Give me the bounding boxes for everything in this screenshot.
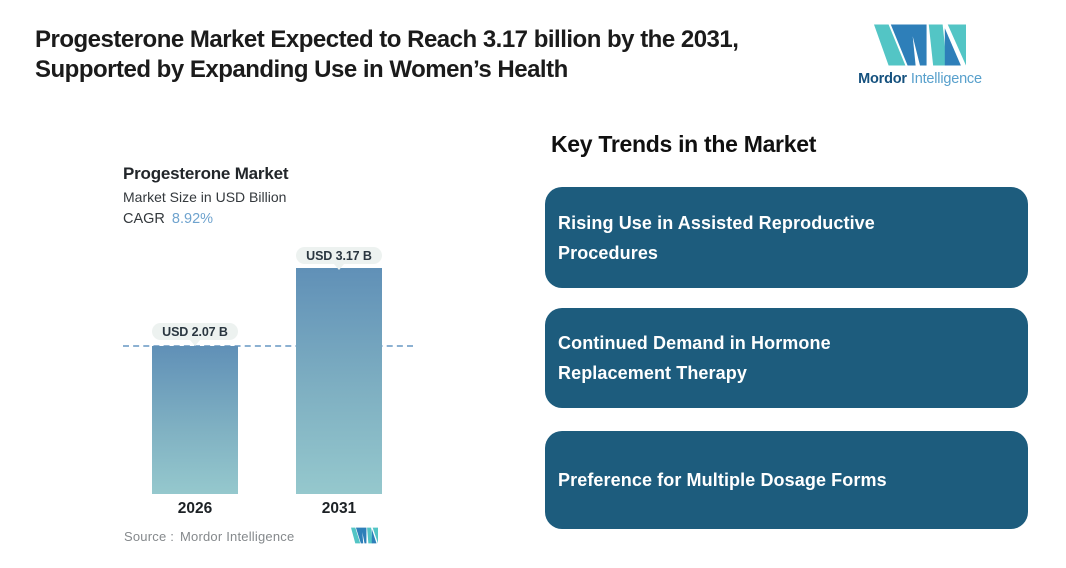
callout-pointer-icon <box>190 340 200 346</box>
source-row <box>124 529 294 544</box>
mordor-intelligence-logo-icon <box>874 22 966 68</box>
brand-wordmark <box>860 71 980 87</box>
trend-card-text: Replacement Therapy <box>558 363 747 383</box>
bar-2031 <box>296 268 382 494</box>
trend-card-text: Preference for Multiple Dosage Forms <box>558 470 887 490</box>
trend-card-3 <box>545 431 1028 529</box>
bar-2026 <box>152 346 238 494</box>
cagr-value: 8.92% <box>171 211 214 227</box>
cagr-row <box>123 211 213 227</box>
x-axis-label-2031: 2031 <box>321 500 357 517</box>
cagr-label: CAGR <box>123 211 165 227</box>
trend-card-text: Rising Use in Assisted Reproductive <box>558 212 875 233</box>
x-axis-label-2026: 2026 <box>177 500 213 517</box>
value-callout-2031: USD 3.17 B <box>296 247 382 264</box>
page-title-line1: Progesterone Market Expected to Reach 3.17 billion by the 2031, <box>35 26 739 53</box>
brand-name-light: Intelligence <box>910 71 982 87</box>
chart-subtitle: Market Size in USD Billion <box>123 189 287 205</box>
mordor-intelligence-small-logo-icon <box>351 527 378 544</box>
value-callout-2026: USD 2.07 B <box>152 323 238 340</box>
trend-card-1 <box>545 187 1028 288</box>
source-label: Source : <box>124 529 175 544</box>
chart-title: Progesterone Market <box>123 164 289 183</box>
trends-heading: Key Trends in the Market <box>551 131 817 157</box>
page-title-line2: Supported by Expanding Use in Women’s Health <box>35 56 568 83</box>
source-value: Mordor Intelligence <box>180 529 295 544</box>
trend-card-text: Continued Demand in Hormone <box>558 333 831 353</box>
brand-name-bold: Mordor <box>858 71 907 87</box>
page-title <box>35 25 845 85</box>
trend-card-2 <box>545 308 1028 408</box>
brand-logo <box>860 20 980 87</box>
callout-pointer-icon <box>334 264 344 270</box>
trend-card-text: Procedures <box>558 242 659 263</box>
